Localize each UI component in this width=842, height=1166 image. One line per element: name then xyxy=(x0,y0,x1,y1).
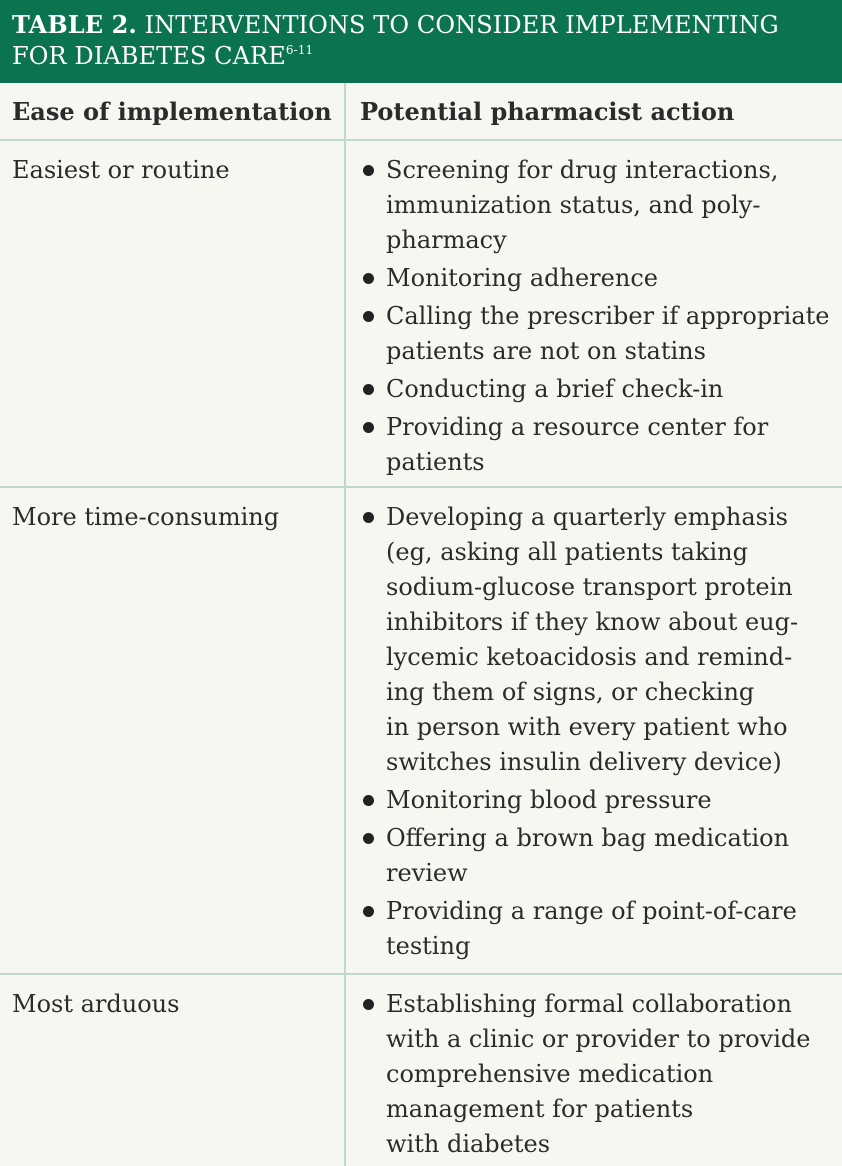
reference-superscript: 6-11 xyxy=(285,43,314,57)
bullet-icon xyxy=(363,273,374,284)
table-number: TABLE 2. xyxy=(12,10,137,39)
action-item xyxy=(360,894,842,964)
table-row xyxy=(0,975,842,1166)
bullet-icon xyxy=(363,311,374,322)
action-list xyxy=(360,153,842,480)
action-text: Calling the prescriber if appropriate patients are not on statins xyxy=(386,302,830,365)
action-text: Conducting a brief check-in xyxy=(386,375,724,403)
header-action: Potential pharmacist action xyxy=(360,97,735,126)
table-title-line2: FOR DIABETES CARE xyxy=(12,42,286,70)
ease-cell: Easiest or routine xyxy=(0,141,346,486)
header-ease: Ease of implementation xyxy=(0,83,346,139)
table-row xyxy=(0,488,842,975)
action-item xyxy=(360,372,842,407)
action-item xyxy=(360,153,842,258)
ease-cell: Most arduous xyxy=(0,975,346,1166)
bullet-icon xyxy=(363,999,374,1010)
action-item xyxy=(360,500,842,780)
action-item xyxy=(360,821,842,891)
bullet-icon xyxy=(363,384,374,395)
action-item xyxy=(360,987,842,1162)
action-text: Providing a resource center for patients xyxy=(386,413,769,476)
bullet-icon xyxy=(363,422,374,433)
action-cell xyxy=(346,975,842,1166)
bullet-icon xyxy=(363,906,374,917)
table-header-row xyxy=(0,83,842,141)
action-text: Monitoring blood pressure xyxy=(386,786,712,814)
bullet-icon xyxy=(363,795,374,806)
action-text: Establishing formal collaboration with a clinic or provider to provide comprehensive medication management for patients with diabetes xyxy=(386,990,811,1158)
bullet-icon xyxy=(363,165,374,176)
bullet-icon xyxy=(363,833,374,844)
action-item xyxy=(360,299,842,369)
interventions-table xyxy=(0,83,842,1166)
table-row xyxy=(0,141,842,488)
action-item xyxy=(360,410,842,480)
action-text: Monitoring adherence xyxy=(386,264,658,292)
action-cell xyxy=(346,141,842,486)
table-title-line1: INTERVENTIONS TO CONSIDER IMPLEMENTING xyxy=(136,11,779,39)
action-list xyxy=(360,500,842,964)
action-text: Developing a quarterly emphasis (eg, asking all patients taking sodium-glucose transport protein inhibitors if they know about eug- lycemic ketoacidosis and remind- ing them of signs, or checking in person with every patient who switches insulin delivery device) xyxy=(386,503,799,776)
action-cell xyxy=(346,488,842,973)
action-list xyxy=(360,987,842,1162)
action-text: Screening for drug interactions, immunization status, and poly- pharmacy xyxy=(386,156,779,254)
ease-cell: More time-consuming xyxy=(0,488,346,973)
action-text: Providing a range of point-of-care testing xyxy=(386,897,797,960)
action-text: Offering a brown bag medication review xyxy=(386,824,790,887)
action-item xyxy=(360,261,842,296)
action-item xyxy=(360,783,842,818)
bullet-icon xyxy=(363,512,374,523)
table-title xyxy=(0,0,842,83)
